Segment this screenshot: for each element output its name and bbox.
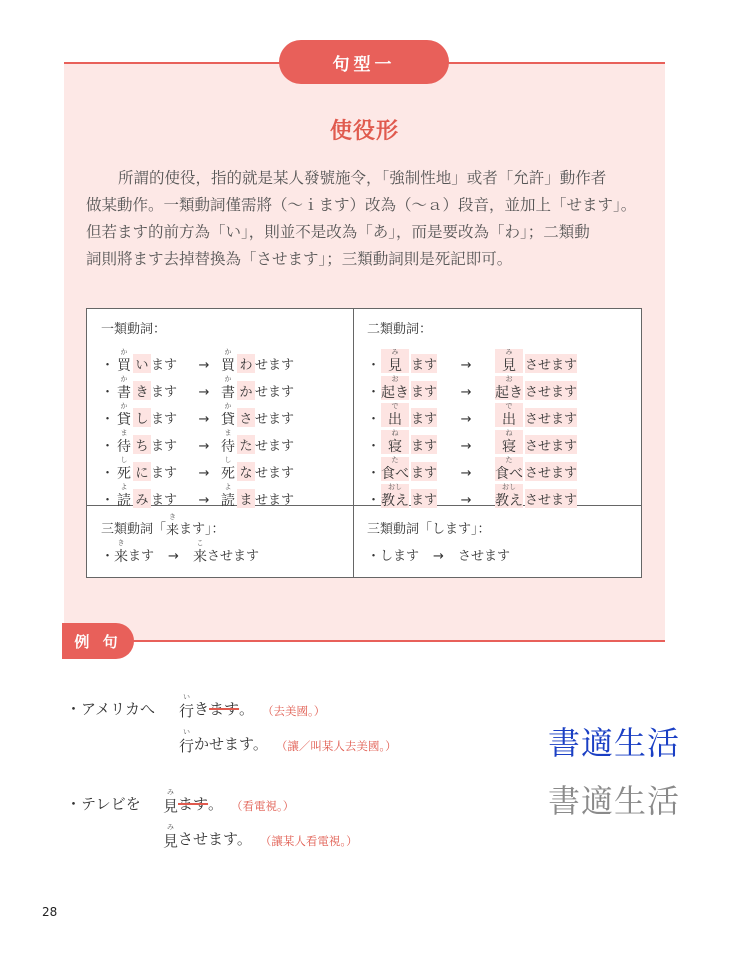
ruby-kanji: 起き xyxy=(495,385,524,401)
example-2-line-2 xyxy=(163,824,358,849)
verb-row xyxy=(101,373,341,400)
ruby-reading: ね xyxy=(505,429,513,437)
translation-note: （去美國。） xyxy=(262,704,326,718)
group2-heading: 二類動詞： xyxy=(367,322,433,337)
verb-ending: ます xyxy=(411,462,437,481)
intro-line: 做某動作。一類動詞僅需將（～ｉます）改為（～ａ）段音，並加上「せます」。 xyxy=(86,196,637,214)
ruby-word xyxy=(163,824,178,849)
verb-ending: ます xyxy=(151,493,178,508)
verb-ending: ます xyxy=(411,489,437,508)
watermark-blue: 書適生活 xyxy=(548,724,681,762)
ruby-reading: い xyxy=(183,693,190,701)
verb-stem: か xyxy=(237,381,255,400)
verb-ending: せます xyxy=(255,385,295,400)
group3a-heading-pre: 三類動詞「 xyxy=(101,522,167,537)
example-prompt: ・テレビを xyxy=(66,795,141,813)
ruby-reading: み xyxy=(167,788,174,796)
arrow: → xyxy=(460,466,472,481)
ruby-reading: おし xyxy=(388,483,402,491)
group3b-cell xyxy=(367,515,627,564)
intro-line: 詞則將ます去掉替換為「させます」；三類動詞則是死記即可。 xyxy=(86,250,513,268)
translation-note: （看電視。） xyxy=(231,799,295,813)
ruby-reading: おし xyxy=(502,483,517,491)
verb-ending: せます xyxy=(255,466,295,481)
ruby-reading: か xyxy=(224,348,232,356)
group3b-heading: 三類動詞「します」： xyxy=(367,522,491,537)
ruby-kanji: 見 xyxy=(502,358,517,374)
causative-form: かせます。 xyxy=(194,735,268,753)
arrow: → xyxy=(460,493,472,508)
ruby-reading: で xyxy=(391,402,399,410)
bullet: ・ xyxy=(101,412,115,427)
verb-ending: せます xyxy=(255,493,295,508)
group2-cell xyxy=(367,318,627,508)
verb-stem: み xyxy=(133,489,151,508)
ruby-kanji: 行 xyxy=(179,702,195,720)
ruby-reading: み xyxy=(505,348,513,356)
ruby-reading: し xyxy=(120,456,128,464)
verb-row xyxy=(101,454,341,481)
bullet: ・ xyxy=(101,385,115,400)
verb-row xyxy=(367,454,627,481)
verb-row xyxy=(101,346,341,373)
bullet: ・ xyxy=(367,385,381,400)
translation-note: （讓某人看電視。） xyxy=(259,834,358,848)
verb-stem: た xyxy=(237,435,255,454)
example-prompt: ・アメリカへ xyxy=(66,700,155,718)
ruby-word xyxy=(114,540,128,564)
intro-paragraph xyxy=(86,165,648,273)
arrow: → xyxy=(460,358,472,373)
causative-form: させます。 xyxy=(178,830,252,848)
ruby-kanji: 死 xyxy=(117,466,131,482)
ruby-kanji: 出 xyxy=(502,412,517,428)
bullet: ・ xyxy=(101,358,115,373)
ruby-word xyxy=(163,789,178,814)
verb-ending: ます xyxy=(151,385,178,400)
ruby-word xyxy=(219,484,237,508)
verb-ending: させます xyxy=(525,489,577,508)
ruby-word xyxy=(115,484,133,508)
ruby-word xyxy=(495,484,523,508)
ruby-word xyxy=(381,430,409,454)
ruby-kanji: 読 xyxy=(117,493,131,509)
group3b-row xyxy=(367,537,627,564)
verb-row xyxy=(367,373,627,400)
example-1-line-1 xyxy=(66,694,325,719)
ruby-word xyxy=(179,694,194,719)
ruby-reading: か xyxy=(224,375,232,383)
ruby-kanji: 食べ xyxy=(381,466,409,482)
ruby-kanji: 来 xyxy=(166,523,180,538)
arrow: → xyxy=(433,549,444,564)
verb-stem: き xyxy=(133,381,151,400)
ruby-word xyxy=(115,376,133,400)
ruby-kanji: 行 xyxy=(179,737,195,755)
period: 。 xyxy=(239,700,255,718)
bullet: ・ xyxy=(101,439,115,454)
group1-cell xyxy=(101,318,341,508)
ruby-reading: き xyxy=(169,513,177,521)
arrow: → xyxy=(460,385,472,400)
ruby-reading: し xyxy=(224,456,232,464)
verb-from: します xyxy=(380,549,420,564)
arrow: → xyxy=(460,412,472,427)
ruby-word xyxy=(495,403,523,427)
ruby-reading: で xyxy=(505,402,513,410)
example-2-line-1 xyxy=(66,789,294,814)
ruby-word xyxy=(179,729,194,754)
watermark-gray: 書適生活 xyxy=(548,782,681,820)
ruby-word xyxy=(193,540,207,564)
verb-ending: させます xyxy=(525,462,577,481)
verb-ending: ます xyxy=(151,358,178,373)
ruby-kanji: 死 xyxy=(221,466,235,482)
ruby-word xyxy=(381,349,409,373)
ruby-word xyxy=(495,457,523,481)
ruby-reading: お xyxy=(391,375,399,383)
group1-heading: 一類動詞： xyxy=(101,322,167,337)
verb-ending: させます xyxy=(206,549,259,564)
verb-ending: ます xyxy=(128,549,155,564)
ruby-kanji: 教え xyxy=(495,493,524,509)
ruby-kanji: 教え xyxy=(381,493,409,509)
page-title: 使役形 xyxy=(329,119,399,144)
arrow: → xyxy=(198,385,210,400)
ruby-reading: か xyxy=(120,375,128,383)
ruby-reading: お xyxy=(505,375,513,383)
ruby-kanji: 来 xyxy=(114,549,129,565)
ruby-kanji: 買 xyxy=(117,358,131,374)
verb-stem: ま xyxy=(237,489,255,508)
ruby-reading: ね xyxy=(391,429,399,437)
verb-row xyxy=(367,346,627,373)
verb-ending: せます xyxy=(255,412,295,427)
group3a-heading xyxy=(101,515,341,537)
ruby-reading: ま xyxy=(224,429,232,437)
group3a-cell xyxy=(101,515,341,564)
struck-ending: ます xyxy=(209,700,240,718)
verb-row xyxy=(367,481,627,508)
ruby-kanji: 見 xyxy=(163,832,179,850)
ruby-word xyxy=(495,430,523,454)
ruby-word xyxy=(115,430,133,454)
verb-stem: わ xyxy=(237,354,255,373)
translation-note: （讓／叫某人去美國。） xyxy=(275,739,397,753)
arrow: → xyxy=(168,549,179,564)
verb-to: させます xyxy=(457,549,510,564)
ruby-kanji: 待 xyxy=(221,439,235,455)
ruby-reading: よ xyxy=(224,483,232,491)
ruby-reading: み xyxy=(391,348,399,356)
ruby-reading: か xyxy=(224,402,232,410)
struck-ending: ます xyxy=(178,795,209,813)
verb-row xyxy=(367,400,627,427)
example-rule xyxy=(64,640,665,642)
ruby-kanji: 食べ xyxy=(495,466,524,482)
arrow: → xyxy=(198,466,210,481)
verb-row xyxy=(101,400,341,427)
ruby-word xyxy=(219,376,237,400)
verb-stem: さ xyxy=(237,408,255,427)
ruby-word xyxy=(381,457,409,481)
bullet: ・ xyxy=(367,439,381,454)
verb-ending: せます xyxy=(255,439,295,454)
ruby-reading: き xyxy=(117,539,125,547)
bullet: ・ xyxy=(367,466,381,481)
ruby-kanji: 貸 xyxy=(221,412,235,428)
ruby-word xyxy=(495,376,523,400)
ruby-word xyxy=(219,349,237,373)
period: 。 xyxy=(208,795,224,813)
verb-row xyxy=(367,427,627,454)
ruby-word xyxy=(115,457,133,481)
ruby-word xyxy=(166,514,179,537)
verb-row xyxy=(101,481,341,508)
ruby-kanji: 貸 xyxy=(117,412,131,428)
ruby-word xyxy=(381,376,409,400)
ruby-reading: ま xyxy=(120,429,128,437)
ruby-kanji: 見 xyxy=(163,797,179,815)
example-stem: き xyxy=(194,700,210,718)
ruby-word xyxy=(381,403,409,427)
verb-stem: な xyxy=(237,462,255,481)
ruby-kanji: 買 xyxy=(221,358,235,374)
verb-ending: ます xyxy=(411,381,437,400)
ruby-reading: こ xyxy=(196,539,204,547)
group3a-row xyxy=(101,537,341,564)
verb-ending: させます xyxy=(525,435,577,454)
example-1-line-2 xyxy=(179,729,397,754)
bullet: ・ xyxy=(101,466,115,481)
arrow: → xyxy=(198,412,210,427)
ruby-reading: か xyxy=(120,402,128,410)
bullet: ・ xyxy=(367,549,381,564)
ruby-word xyxy=(219,403,237,427)
verb-ending: させます xyxy=(525,381,577,400)
verb-row xyxy=(101,427,341,454)
ruby-kanji: 見 xyxy=(388,358,402,374)
ruby-kanji: 寝 xyxy=(388,439,402,455)
ruby-word xyxy=(115,349,133,373)
verb-ending: させます xyxy=(525,408,577,427)
ruby-kanji: 出 xyxy=(388,412,402,428)
ruby-reading: た xyxy=(391,456,399,464)
page-number: 28 xyxy=(42,905,58,919)
verb-ending: ます xyxy=(411,408,437,427)
example-badge: 例 句 xyxy=(62,623,134,659)
ruby-word xyxy=(219,457,237,481)
bullet: ・ xyxy=(101,549,115,564)
ruby-kanji: 書 xyxy=(221,385,235,401)
intro-line: 所謂的使役，指的就是某人發號施令，「強制性地」或者「允許」動作者 xyxy=(118,169,607,187)
verb-ending: ます xyxy=(411,435,437,454)
ruby-kanji: 来 xyxy=(192,549,207,565)
arrow: → xyxy=(198,439,210,454)
arrow: → xyxy=(460,439,472,454)
bullet: ・ xyxy=(367,412,381,427)
ruby-kanji: 待 xyxy=(117,439,131,455)
verb-ending: ます xyxy=(151,439,178,454)
ruby-reading: よ xyxy=(120,483,128,491)
intro-line: 但若ます的前方為「い」，則並不是改為「あ」，而是要改為「わ」；二類動 xyxy=(86,223,590,241)
verb-ending: させます xyxy=(525,354,577,373)
ruby-kanji: 起き xyxy=(381,385,409,401)
arrow: → xyxy=(198,493,210,508)
verb-stem: い xyxy=(133,354,151,373)
bullet: ・ xyxy=(367,358,381,373)
bullet: ・ xyxy=(101,493,115,508)
table-vertical-divider xyxy=(353,309,354,577)
verb-stem: ち xyxy=(133,435,151,454)
bullet: ・ xyxy=(367,493,381,508)
ruby-reading: か xyxy=(120,348,128,356)
verb-ending: せます xyxy=(255,358,295,373)
verb-stem: し xyxy=(133,408,151,427)
ruby-word xyxy=(219,430,237,454)
ruby-word xyxy=(115,403,133,427)
ruby-word xyxy=(495,349,523,373)
verb-ending: ます xyxy=(151,412,178,427)
ruby-kanji: 寝 xyxy=(502,439,517,455)
arrow: → xyxy=(198,358,210,373)
verb-ending: ます xyxy=(151,466,178,481)
ruby-kanji: 書 xyxy=(117,385,131,401)
verb-stem: に xyxy=(133,462,151,481)
ruby-kanji: 読 xyxy=(221,493,235,509)
ruby-reading: た xyxy=(505,456,513,464)
ruby-reading: み xyxy=(167,823,174,831)
group3a-heading-post: ます」： xyxy=(179,522,225,537)
ruby-word xyxy=(381,484,409,508)
conjugation-table xyxy=(86,308,642,578)
verb-ending: ます xyxy=(411,354,437,373)
ruby-reading: い xyxy=(183,728,190,736)
section-badge: 句型一 xyxy=(279,40,449,84)
